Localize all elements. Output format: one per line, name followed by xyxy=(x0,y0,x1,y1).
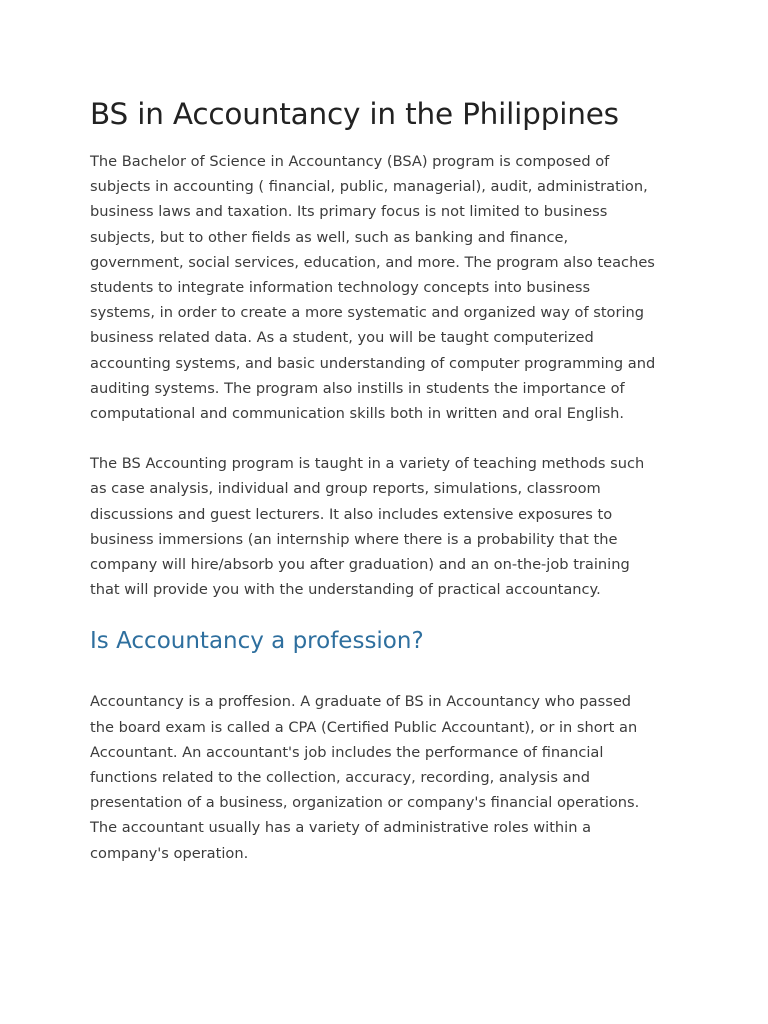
article xyxy=(90,92,682,866)
text-line: systems, in order to create a more systematic and organized way of storing xyxy=(90,304,645,322)
text-line: accounting systems, and basic understanding of computer programming and xyxy=(90,354,656,372)
text-line: business immersions (an internship where there is a probability that the xyxy=(90,530,618,548)
text-line: the board exam is called a CPA (Certified Public Accountant), or in short an xyxy=(90,718,638,736)
page-title: BS in Accountancy in the Philippines xyxy=(90,97,619,131)
text-line: The BS Accounting program is taught in a variety of teaching methods such xyxy=(90,455,645,473)
text-line: business laws and taxation. Its primary focus is not limited to business xyxy=(90,203,608,221)
text-line: functions related to the collection, accuracy, recording, analysis and xyxy=(90,769,591,787)
text-line: auditing systems. The program also instills in students the importance of xyxy=(90,379,625,397)
text-line: government, social services, education, and more. The program also teaches xyxy=(90,253,655,271)
text-line: presentation of a business, organization or company's financial operations. xyxy=(90,794,640,812)
paragraph-profession xyxy=(90,689,682,865)
paragraph-program-overview xyxy=(90,149,682,426)
text-line: subjects in accounting ( financial, public, managerial), audit, administration, xyxy=(90,178,648,196)
text-line: Accountancy is a proffesion. A graduate of BS in Accountancy who passed xyxy=(90,693,632,711)
text-line: business related data. As a student, you will be taught computerized xyxy=(90,329,594,347)
text-line: students to integrate information technology concepts into business xyxy=(90,279,591,297)
text-line: company will hire/absorb you after graduation) and an on-the-job training xyxy=(90,556,630,574)
text-line: discussions and guest lecturers. It also includes extensive exposures to xyxy=(90,505,613,523)
paragraph-teaching-methods xyxy=(90,451,682,602)
text-line: subjects, but to other fields as well, such as banking and finance, xyxy=(90,228,569,246)
text-line: company's operation. xyxy=(90,844,249,862)
section-heading: Is Accountancy a profession? xyxy=(90,628,424,655)
text-line: The accountant usually has a variety of administrative roles within a xyxy=(90,819,592,837)
text-line: The Bachelor of Science in Accountancy (BSA) program is composed of xyxy=(90,153,610,170)
text-line: Accountant. An accountant's job includes the performance of financial xyxy=(90,743,604,761)
text-line: computational and communication skills both in written and oral English. xyxy=(90,405,625,423)
text-line: as case analysis, individual and group reports, simulations, classroom xyxy=(90,480,601,498)
text-line: that will provide you with the understanding of practical accountancy. xyxy=(90,581,601,599)
